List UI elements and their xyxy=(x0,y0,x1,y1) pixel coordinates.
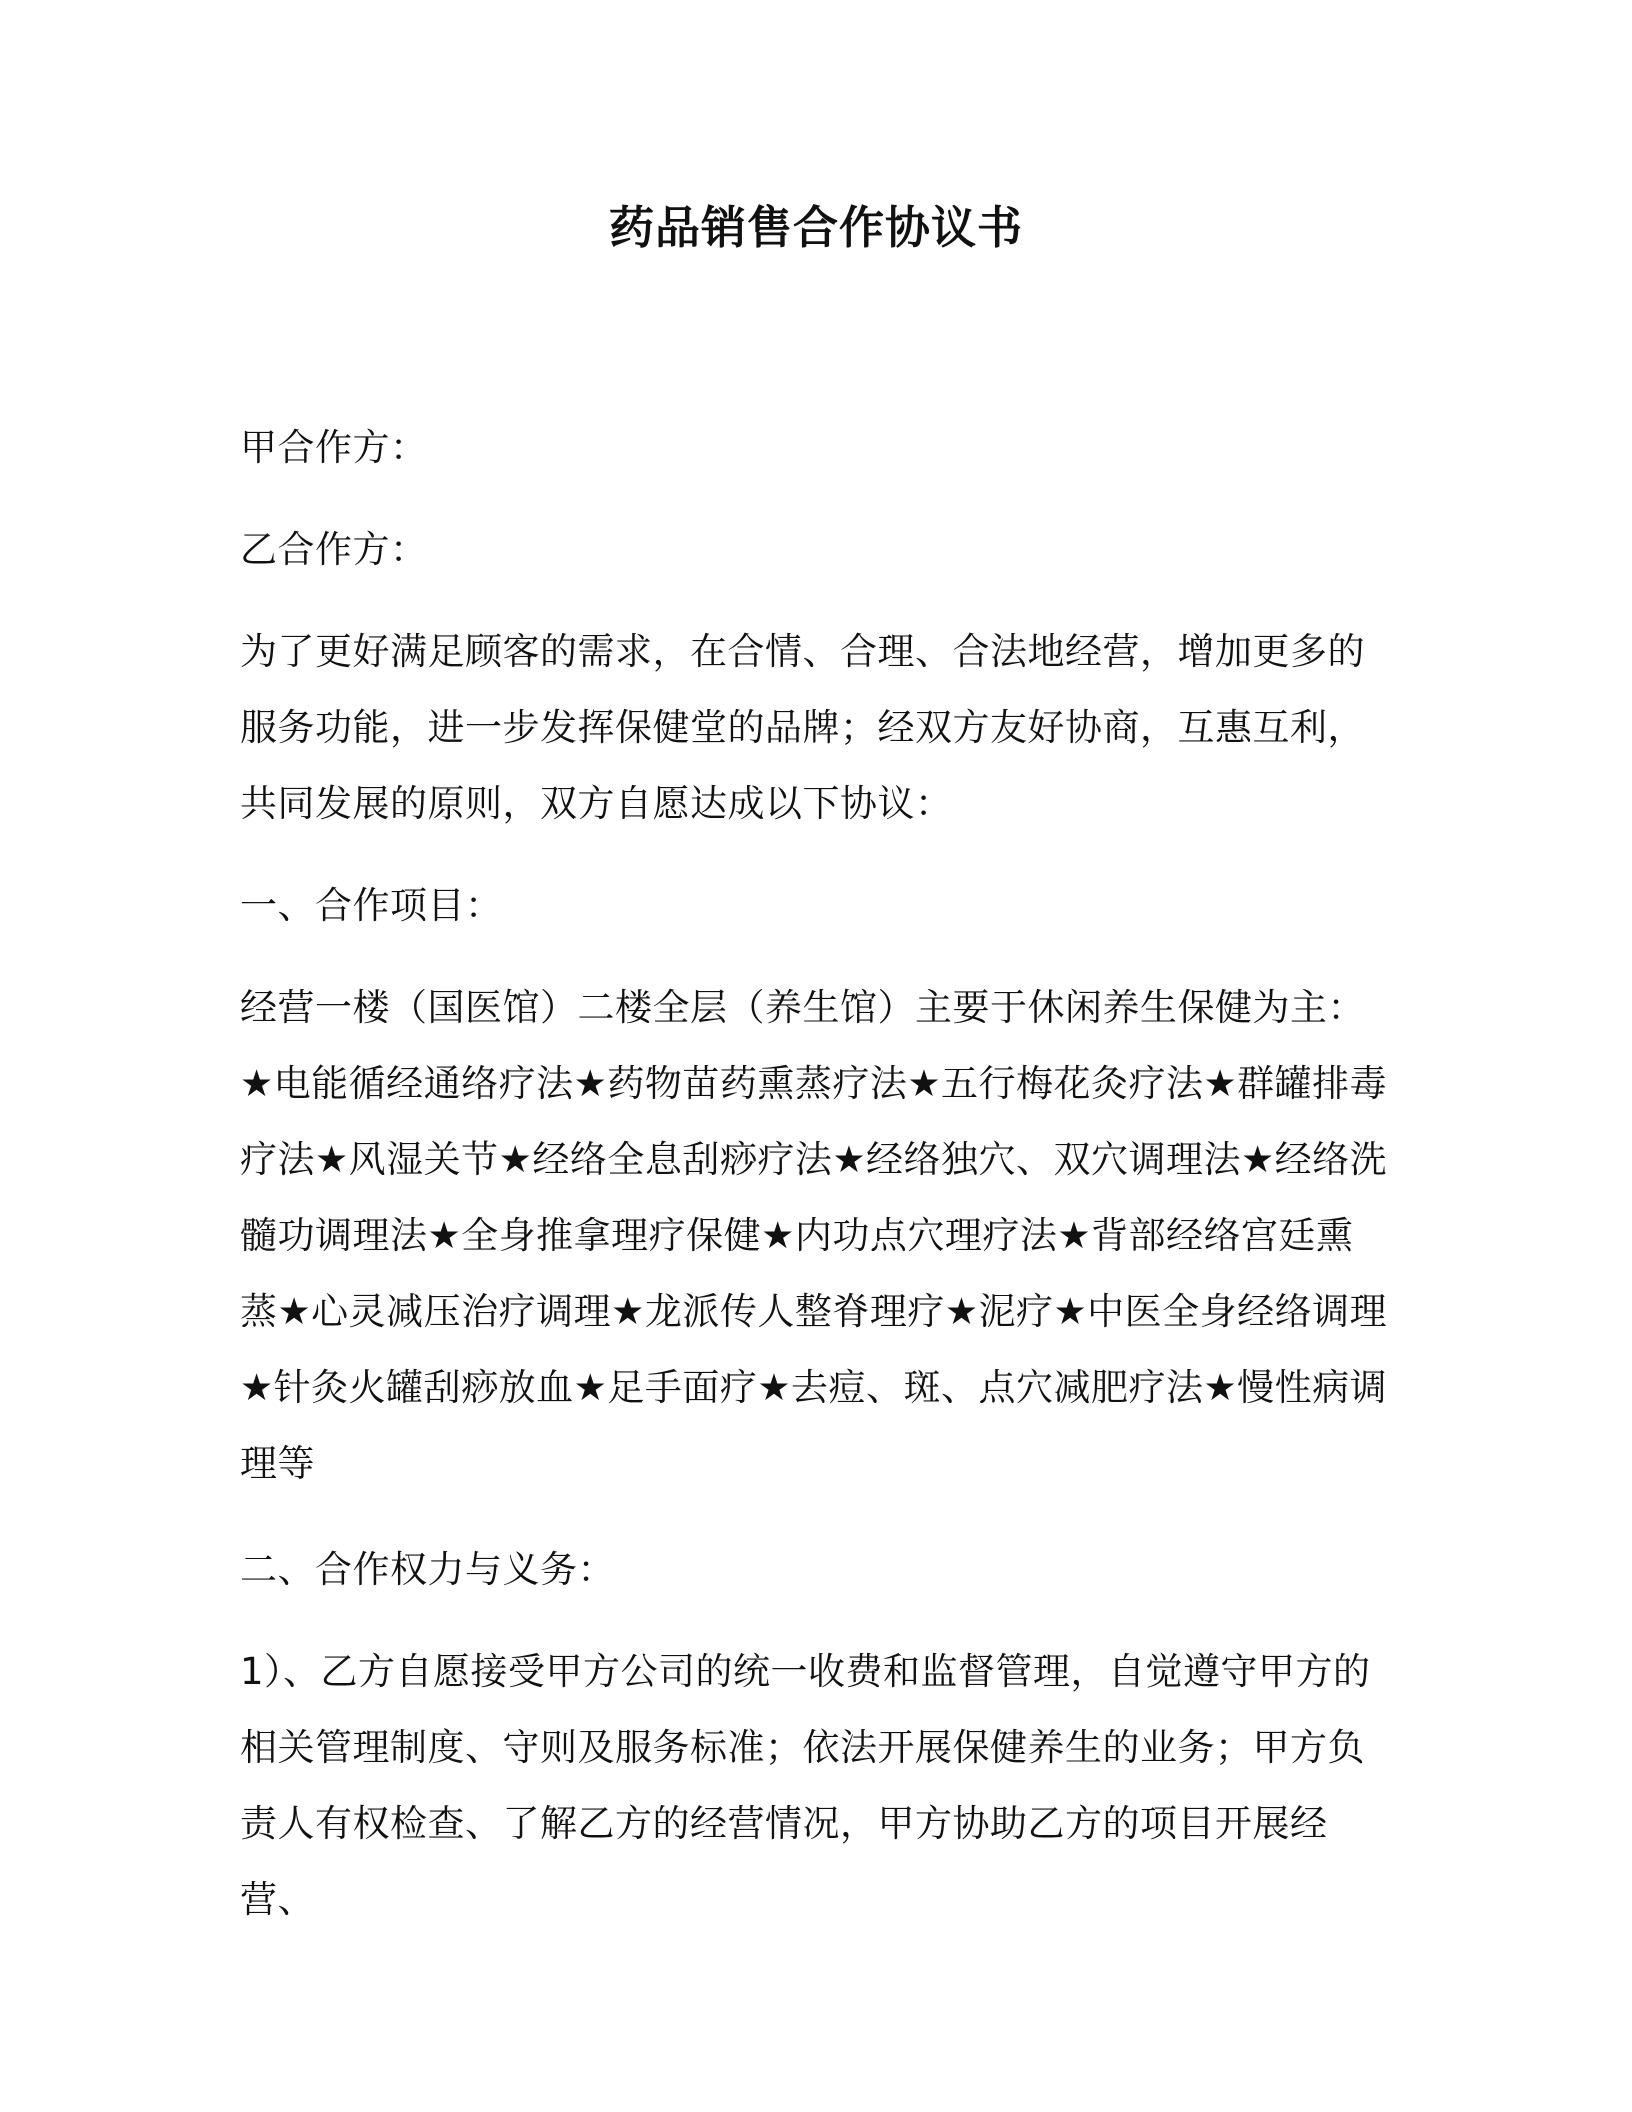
section-2-body: 1）、乙方自愿接受甲方公司的统一收费和监督管理，自觉遵守甲方的相关管理制度、守则及服务标准；依法开展保健养生的业务；甲方负责人有权检查、了解乙方的经营情况，甲方协助乙方的项目开展经营、 xyxy=(240,1650,1371,1921)
preamble-paragraph: 为了更好满足顾客的需求，在合情、合理、合法地经营，增加更多的服务功能，进一步发挥保健堂的品牌；经双方友好协商，互惠互利，共同发展的原则，双方自愿达成以下协议： xyxy=(240,630,1365,825)
section-2-heading: 二、合作权力与义务： xyxy=(240,1548,615,1591)
party-a-label: 甲合作方： xyxy=(240,426,428,469)
section-1-body: 经营一楼（国医馆）二楼全层（养生馆）主要于休闲养生保健为主：★电能循经通络疗法★药物苗药熏蒸疗法★五行梅花灸疗法★群罐排毒疗法★风湿关节★经络全息刮痧疗法★经络独穴、双穴调理法★经络洗髓功调理法★全身推拿理疗保健★内功点穴理疗法★背部经络宫廷熏蒸★心灵减压治疗调理★龙派传人整脊理疗★泥疗★中医全身经络调理★针灸火罐刮痧放血★足手面疗★去痘、斑、点穴减肥疗法★慢性病调理等 xyxy=(240,986,1388,1485)
document-title: 药品销售合作协议书 xyxy=(608,201,1023,254)
section-1-heading: 一、合作项目： xyxy=(240,884,503,927)
party-b-label: 乙合作方： xyxy=(240,528,428,571)
